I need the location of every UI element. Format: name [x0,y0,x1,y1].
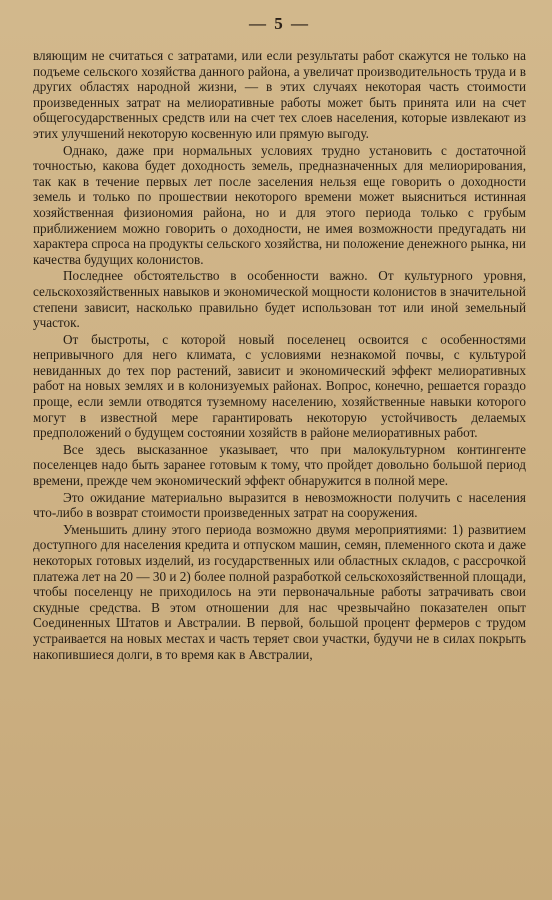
paragraph-adaptation-speed: От быстроты, с которой новый поселенец освоится с особенностями непривычного для него климата, с условиями незнакомой почвы, с культурой невиданных до тех пор растений, зависит и экономический эффект мелиоративных работ на новых землях и в колонизуемых районах. Вопрос, конечно, решается гораздо проще, если земли отводятся туземному населению, хозяйственные навыки которого могут в известной мере гарантировать некоторую устойчивость делаемых предположений о будущем состоянии хозяйств в районе мелиоративных работ. [33,331,526,441]
paragraph-conclusion: Все здесь высказанное указывает, что при малокультурном контингенте поселенцев надо быть заранее готовым к тому, что пройдет довольно большой период времени, прежде чем экономический эффект обнаружится в полной мере. [33,441,526,489]
paragraph-continuation: вляющим не считаться с затратами, или если результаты работ скажутся не только на подъеме сельского хозяйства данного района, а увеличат производительность труда и в других областях народной жизни, — в этих случаях некоторая часть стоимости произведенных затрат на мелиоративные работы может быть принята или на счет общегосударственных средств или на счет тех слоев населения, которые извлекают из этих улучшений некоторую косвенную или прямую выгоду. [33,48,526,141]
paragraph-colonist-level: Последнее обстоятельство в особенности важно. От культурного уровня, сельскохозяйственных навыков и экономической мощности колонистов в значительной степени зависит, насколько правильно будет использован тот или иной земельный участок. [33,268,526,331]
paragraph-land-profitability: Однако, даже при нормальных условиях трудно установить с достаточной точностью, какова будет доходность земель, предназначенных для мелиорирования, так как в течение первых лет после заселения нельзя еще говорить о доходности земель и только по прошествии некоторого времени может выясниться истинная хозяйственная физиономия района, но и для этого периода только с грубым приближением можно говорить о доходности, не имея возможности предугадать ни характера спроса на продукты сельского хозяйства, ни положение денежного рынка, ни качества будущих колонистов. [33,142,526,267]
paragraph-measures: Уменьшить длину этого периода возможно двумя мероприятиями: 1) развитием доступного для населения кредита и отпуском машин, семян, племенного скота и даже некоторых готовых изделий, из государственных или областных складов, с рассрочкой платежа лет на 20 — 30 и 2) более полной разработкой сельскохозяйственной площади, чтобы поселенцу не приходилось на эти первоначальные работы затрачивать свои скудные средства. В этом отношении для нас чрезвычайно показателен опыт Соединенных Штатов и Австралии. В первой, большой процент фермеров с трудом устраивается на новых местах и часть теряет свои участки, будучи не в силах покрыть накопившиеся долги, в то время как в Австралии, [33,521,526,662]
paragraph-expectation: Это ожидание материально выразится в невозможности получить с населения что-либо в возврат стоимости произведенных затрат на сооружения. [33,489,526,521]
page-number: — 5 — [249,14,310,33]
